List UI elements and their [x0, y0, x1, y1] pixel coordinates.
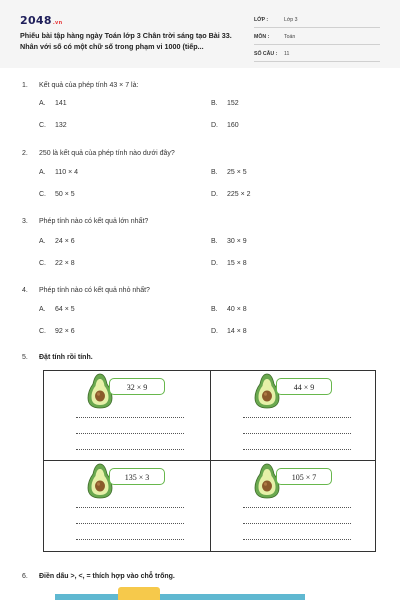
- meta-count-row: [254, 48, 380, 62]
- question-number: 2.: [22, 150, 28, 157]
- logo-suffix: .vn: [52, 20, 63, 26]
- answer-line[interactable]: [76, 507, 184, 508]
- q6-figure-banner: [55, 594, 305, 600]
- option-1d[interactable]: D. 160: [211, 122, 239, 129]
- calc-cell-1: [44, 371, 210, 460]
- option-4d[interactable]: D. 14 × 8: [211, 328, 247, 335]
- option-3d[interactable]: D. 15 × 8: [211, 260, 247, 267]
- answer-line[interactable]: [243, 539, 351, 540]
- question-number: 5.: [22, 354, 28, 361]
- answer-line[interactable]: [76, 539, 184, 540]
- option-2d[interactable]: D. 225 × 2: [211, 191, 251, 198]
- question-text: Kết quả của phép tính 43 × 7 là:: [39, 82, 139, 89]
- answer-line[interactable]: [76, 417, 184, 418]
- meta-value: Toán: [284, 34, 296, 40]
- meta-label: MÔN :: [254, 34, 270, 40]
- answer-line[interactable]: [76, 433, 184, 434]
- expression-box: 32 × 9: [109, 378, 165, 395]
- answer-line[interactable]: [243, 449, 351, 450]
- meta-label: SỐ CÂU :: [254, 51, 278, 57]
- expression-box: 44 × 9: [276, 378, 332, 395]
- question-text: Phép tính nào có kết quả nhỏ nhất?: [39, 287, 150, 294]
- expression-box: 105 × 7: [276, 468, 332, 485]
- answer-line[interactable]: [243, 433, 351, 434]
- calculation-grid: [43, 370, 376, 552]
- question-number: 3.: [22, 218, 28, 225]
- option-3b[interactable]: B. 30 × 9: [211, 238, 247, 245]
- question-number: 1.: [22, 82, 28, 89]
- question-text: Phép tính nào có kết quả lớn nhất?: [39, 218, 149, 225]
- option-3c[interactable]: C. 22 × 8: [39, 260, 75, 267]
- meta-label: LỚP :: [254, 17, 269, 23]
- calc-cell-3: [44, 461, 210, 550]
- option-1c[interactable]: C. 132: [39, 122, 67, 129]
- question-text: Đặt tính rồi tính.: [39, 354, 93, 361]
- question-number: 4.: [22, 287, 28, 294]
- meta-subject-row: [254, 31, 380, 45]
- option-1b[interactable]: B. 152: [211, 100, 239, 107]
- answer-line[interactable]: [243, 417, 351, 418]
- question-number: 6.: [22, 573, 28, 580]
- calc-cell-2: [211, 371, 377, 460]
- option-4a[interactable]: A. 64 × 5: [39, 306, 75, 313]
- question-text: Điền dấu >, <, = thích hợp vào chỗ trống.: [39, 573, 175, 580]
- option-1a[interactable]: A. 141: [39, 100, 67, 107]
- site-logo[interactable]: [20, 14, 62, 27]
- meta-value: 11: [284, 51, 290, 57]
- option-2a[interactable]: A. 110 × 4: [39, 169, 79, 176]
- q6-figure-tab: [118, 587, 160, 600]
- option-3a[interactable]: A. 24 × 6: [39, 238, 75, 245]
- answer-line[interactable]: [243, 523, 351, 524]
- expression-box: 135 × 3: [109, 468, 165, 485]
- logo-text: 2048: [20, 14, 52, 27]
- worksheet-meta: [254, 14, 380, 65]
- answer-line[interactable]: [76, 523, 184, 524]
- worksheet-title: Phiếu bài tập hàng ngày Toán lớp 3 Chân trời sáng tạo Bài 33. Nhân với số có một chữ số trong phạm vi 1000 (tiếp...: [20, 31, 232, 51]
- answer-line[interactable]: [76, 449, 184, 450]
- question-text: 250 là kết quả của phép tính nào dưới đây?: [39, 150, 175, 157]
- worksheet-header: [0, 0, 400, 68]
- meta-value: Lớp 3: [284, 17, 298, 23]
- option-4b[interactable]: B. 40 × 8: [211, 306, 247, 313]
- option-4c[interactable]: C. 92 × 6: [39, 328, 75, 335]
- option-2b[interactable]: B. 25 × 5: [211, 169, 247, 176]
- meta-class-row: [254, 14, 380, 28]
- calc-cell-4: [211, 461, 377, 550]
- answer-line[interactable]: [243, 507, 351, 508]
- option-2c[interactable]: C. 50 × 5: [39, 191, 75, 198]
